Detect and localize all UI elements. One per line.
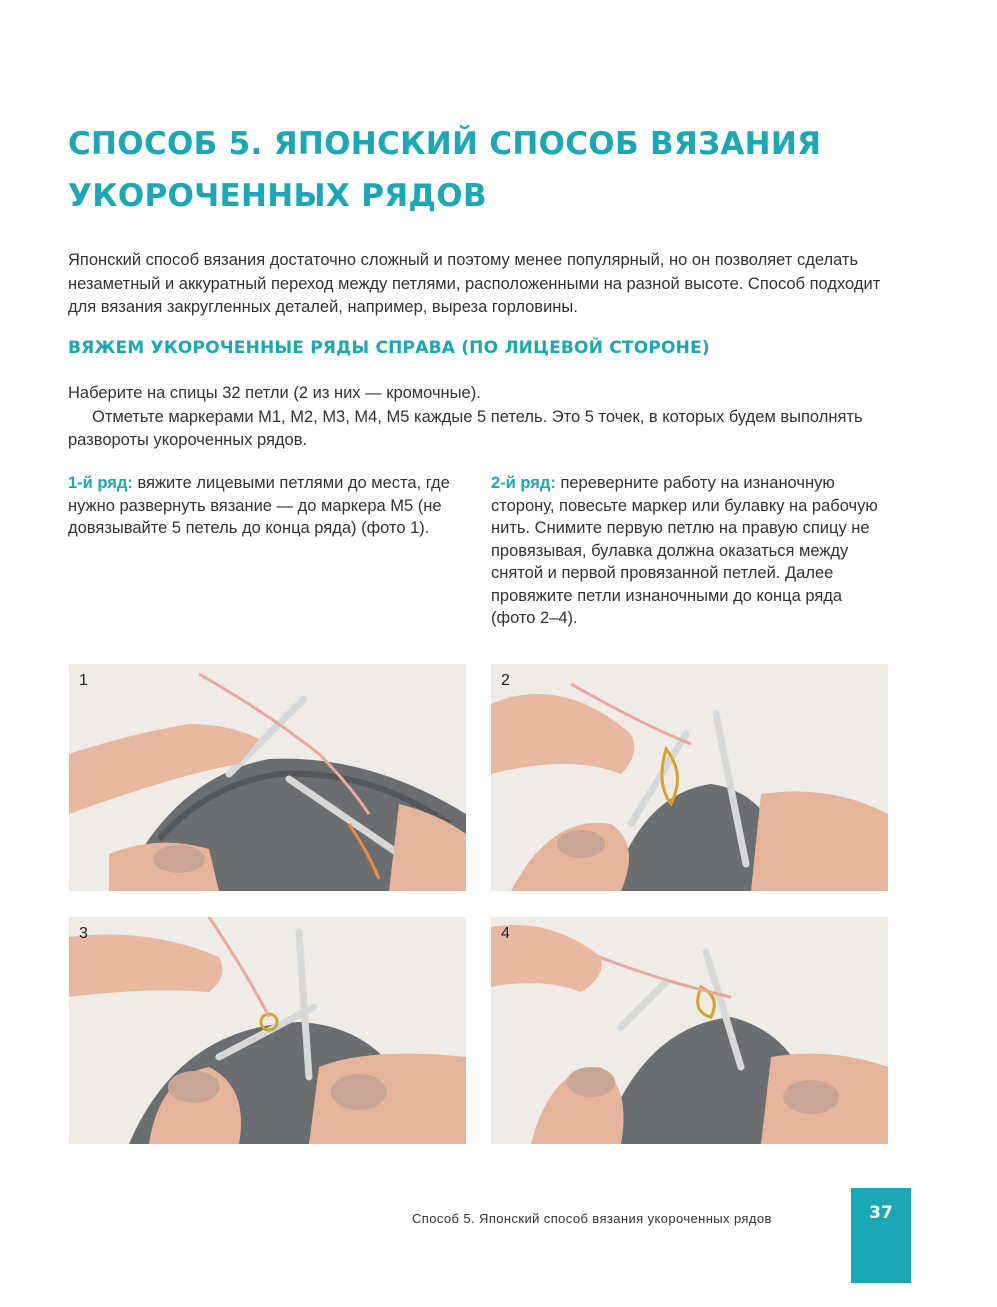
row-1-label: 1-й ряд: — [68, 474, 133, 492]
photo-number: 4 — [501, 925, 510, 942]
page-number-tab — [851, 1188, 911, 1283]
photo-number: 1 — [79, 672, 88, 689]
row-2-label: 2-й ряд: — [491, 474, 556, 492]
knitting-photo-illustration — [491, 664, 888, 891]
page-number: 37 — [869, 1203, 893, 1223]
row-2-instruction — [491, 472, 891, 630]
setup-paragraph — [68, 382, 888, 453]
knitting-photo-illustration — [491, 917, 888, 1144]
knitting-photo-illustration — [69, 917, 466, 1144]
page-title: СПОСОБ 5. ЯПОНСКИЙ СПОСОБ ВЯЗАНИЯ УКОРОЧЕННЫХ РЯДОВ — [68, 126, 822, 214]
photo-1 — [69, 664, 466, 891]
section-heading: ВЯЖЕМ УКОРОЧЕННЫЕ РЯДЫ СПРАВА (ПО ЛИЦЕВОЙ СТОРОНЕ) — [68, 338, 710, 358]
row-1-instruction — [68, 472, 468, 540]
row-2-text: переверните работу на изнаночную сторону, повесьте маркер или булавку на рабочую нить. Снимите первую петлю на правую спицу не провязывая, булавка должна оказаться между снятой и первой провязанной петлей. Далее провяжите петли изнаночными до конца ряда (фото 2–4). — [491, 474, 878, 627]
setup-line-cast-on: Наберите на спицы 32 петли (2 из них — кромочные). — [68, 384, 481, 402]
intro-paragraph: Японский способ вязания достаточно сложный и поэтому менее популярный, но он позволяет сделать незаметный и аккуратный переход между петлями, расположенными на разной высоте. Способ подходит для вязания закругленных деталей, например, выреза горловины. — [68, 251, 881, 316]
row-1-text: вяжите лицевыми петлями до места, где нужно развернуть вязание — до маркера М5 (не довязывайте 5 петель до конца ряда) (фото 1). — [68, 474, 450, 537]
photo-2 — [491, 664, 888, 891]
setup-line-markers: Отметьте маркерами М1, М2, М3, М4, М5 каждые 5 петель. Это 5 точек, в которых будем выполнять развороты укороченных рядов. — [68, 407, 863, 449]
running-footer-title: Способ 5. Японский способ вязания укороченных рядов — [412, 1211, 772, 1226]
photo-number: 3 — [79, 925, 88, 942]
knitting-photo-illustration — [69, 664, 466, 891]
photo-3 — [69, 917, 466, 1144]
photo-4 — [491, 917, 888, 1144]
photo-number: 2 — [501, 672, 510, 689]
